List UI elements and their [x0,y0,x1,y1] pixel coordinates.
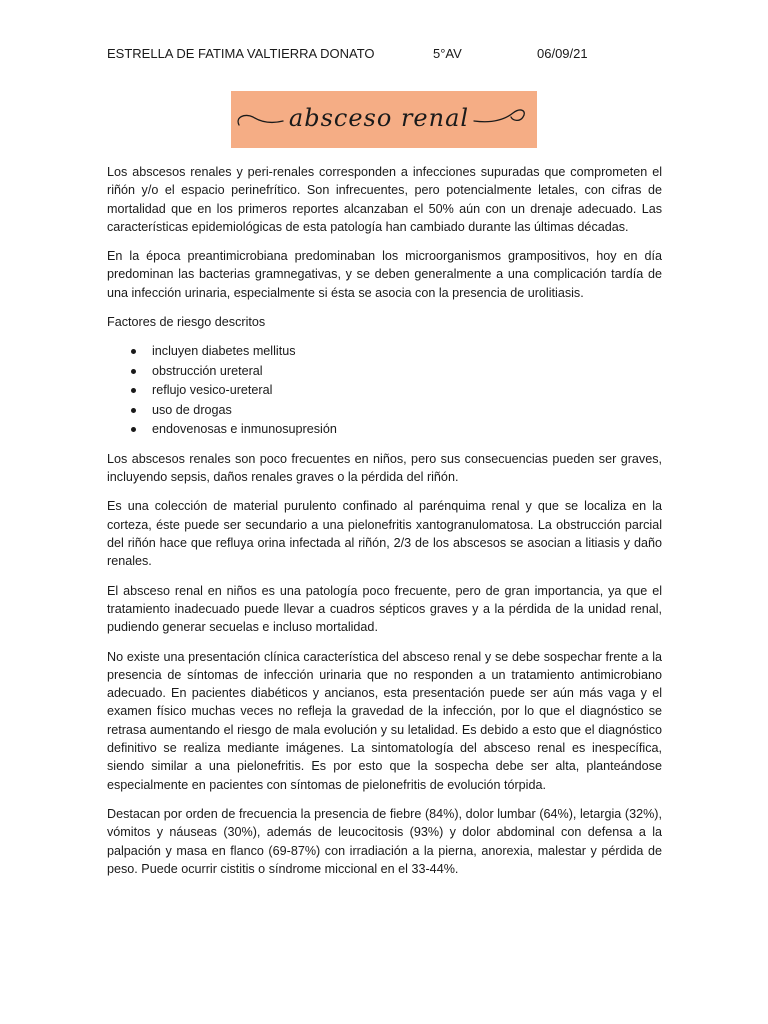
list-item: endovenosas e inmunosupresión [107,420,662,440]
banner-title: absceso renal [288,104,470,132]
paragraph-microbiology: En la época preantimicrobiana predominaban los microorganismos grampositivos, hoy en día predominan las bacterias gramnegativas, y se deben generalmente a una complicación tardía de una infección urinaria, especialmente si ésta se asocia con la presencia de urolitiasis. [107,249,662,300]
document-body [107,163,662,889]
risk-factors-list [107,342,662,440]
paragraph-clinical: No existe una presentación clínica característica del absceso renal y se debe sospechar frente a la presencia de síntomas de infección urinaria que no responden a un tratamiento antimicrobiano adecuado. En pacientes diabéticos y ancianos, esta presentación puede ser aún más vaga y el examen físico muchas veces no refleja la gravedad de la infección, por lo que el diagnóstico se retrasa aumentando el riesgo de mala evolución y su letalidad. Es debido a esto que el diagnóstico definitivo se realiza mediante imágenes. La sintomatología del absceso renal es inespecífica, siendo similar a una pielonefritis. Es por esto que la sospecha debe ser alta, planteándose especialmente en pacientes con síntomas de pielonefritis de evolución tórpida. [107,649,662,792]
paragraph-intro: Los abscesos renales y peri-renales corresponden a infecciones supuradas que comprometen el riñón y/o el espacio perinefrítico. Son infrecuentes, pero potencialmente letales, con cifras de mortalidad que en los primeros reportes alcanzaban el 50% aún con un drenaje adecuado. Las características epidemiológicas de esta patología han cambiado durante las últimas décadas. [107,165,662,234]
list-item: incluyen diabetes mellitus [107,342,662,362]
title-flourish [231,91,537,148]
paragraph-definition: Es una colección de material purulento confinado al parénquima renal y que se localiza en la corteza, éste puede ser secundario a una pielonefritis xantogranulomatosa. La obstrucción parcial del riñón hace que refluya orina infectada al riñón, 2/3 de los abscesos se asocian a litiasis y daño renales. [107,499,662,569]
paragraph-pediatric: El absceso renal en niños es una patología poco frecuente, pero de gran importancia, ya que el tratamiento inadecuado puede llevar a cuadros sépticos graves y a la pérdida de la unidad renal, pudiendo generar secuelas e incluso mortalidad. [107,583,662,635]
risk-factors-heading: Factores de riesgo descritos [107,315,266,330]
document-date: 06/09/21 [537,46,588,61]
student-name: ESTRELLA DE FATIMA VALTIERRA DONATO [107,46,375,61]
list-item: obstrucción ureteral [107,362,662,382]
paragraph-children: Los abscesos renales son poco frecuentes en niños, pero sus consecuencias pueden ser graves, incluyendo sepsis, daños renales graves o la pérdida del riñón. [107,451,662,485]
student-group: 5°AV [433,46,462,61]
list-item: reflujo vesico-ureteral [107,381,662,401]
paragraph-symptoms: Destacan por orden de frecuencia la presencia de fiebre (84%), dolor lumbar (64%), letargia (32%), vómitos y náuseas (30%), además de leucocitosis (93%) y dolor abdominal con defensa a la palpación y masa en flanco (69-87%) con irradiación a la pierna, anorexia, malestar y pérdida de peso. Puede ocurrir cistitis o síndrome miccional en el 33-44%. [107,806,662,876]
document-header [107,46,668,66]
title-banner [231,91,537,148]
list-item: uso de drogas [107,401,662,421]
